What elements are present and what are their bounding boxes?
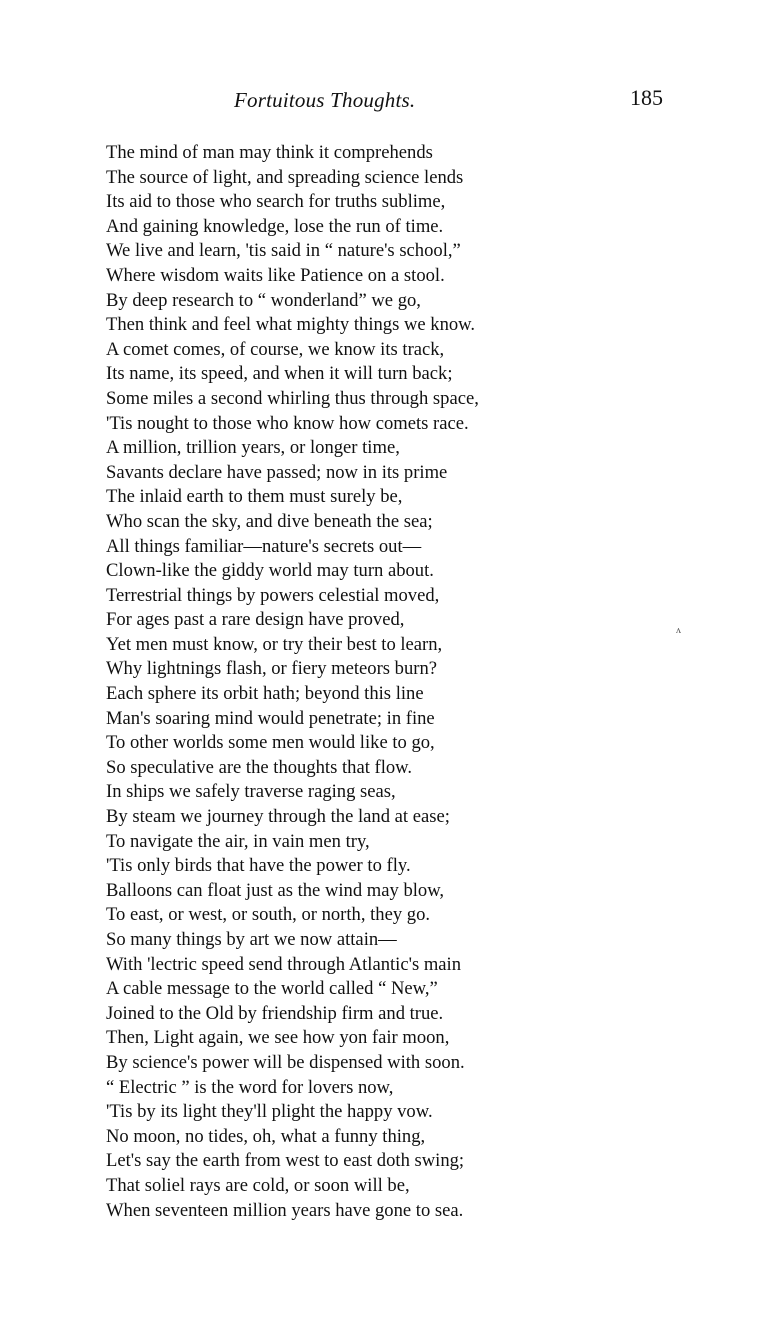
poem-line: To other worlds some men would like to go, — [106, 732, 435, 754]
poem-line: Yet men must know, or try their best to learn, — [106, 633, 443, 655]
poem-line: We live and learn, 'tis said in “ nature's school,” — [106, 240, 461, 262]
poem-line: Terrestrial things by powers celestial moved, — [106, 584, 440, 606]
poem-line: A million, trillion years, or longer time, — [106, 437, 400, 459]
poem-line: Why lightnings flash, or fiery meteors burn? — [106, 658, 437, 680]
poem-line: Joined to the Old by friendship firm and true. — [106, 1002, 444, 1024]
poem-line: Then think and feel what mighty things we know. — [106, 314, 476, 336]
poem-line: Its name, its speed, and when it will turn back; — [106, 363, 453, 385]
page-number: 185 — [630, 85, 663, 110]
poem-line: For ages past a rare design have proved, — [106, 609, 405, 631]
poem-line: The inlaid earth to them must surely be, — [106, 486, 403, 508]
poem-line: So many things by art we now attain— — [106, 929, 397, 950]
poem-line: By science's power will be dispensed with soon. — [106, 1051, 465, 1073]
poem-line: “ Electric ” is the word for lovers now, — [106, 1076, 394, 1098]
poem-line: To navigate the air, in vain men try, — [106, 830, 370, 852]
poem-line: Then, Light again, we see how yon fair moon, — [106, 1027, 450, 1049]
poem-line: The source of light, and spreading science lends — [106, 166, 464, 188]
poem-line: Some miles a second whirling thus through space, — [106, 387, 479, 409]
poem — [106, 141, 596, 1223]
poem-line: The mind of man may think it comprehends — [106, 142, 433, 163]
poem-line: With 'lectric speed send through Atlantic's main — [106, 953, 462, 975]
poem-line: 'Tis only birds that have the power to fly. — [106, 855, 411, 877]
poem-line: To east, or west, or south, or north, they go. — [106, 904, 431, 926]
poem-line: That soliel rays are cold, or soon will be, — [106, 1174, 410, 1196]
poem-line: So speculative are the thoughts that flow. — [106, 756, 413, 778]
poem-line: When seventeen million years have gone to sea. — [106, 1199, 464, 1221]
poem-line: 'Tis nought to those who know how comets race. — [106, 412, 469, 434]
poem-line: A comet comes, of course, we know its track, — [106, 338, 445, 360]
poem-line: By steam we journey through the land at ease; — [106, 806, 450, 828]
poem-line: By deep research to “ wonderland” we go, — [106, 289, 421, 311]
poem-line: Savants declare have passed; now in its prime — [106, 461, 448, 483]
poem-line: No moon, no tides, oh, what a funny thing, — [106, 1125, 426, 1147]
poem-line: 'Tis by its light they'll plight the happy vow. — [106, 1101, 433, 1123]
poem-line: Let's say the earth from west to east doth swing; — [106, 1150, 465, 1172]
poem-line: A cable message to the world called “ New,” — [106, 978, 438, 1000]
poem-line: Each sphere its orbit hath; beyond this line — [106, 683, 424, 705]
poem-line: In ships we safely traverse raging seas, — [106, 781, 396, 803]
poem-line: And gaining knowledge, lose the run of time. — [106, 215, 444, 237]
poem-line: All things familiar—nature's secrets out— — [106, 535, 422, 557]
poem-line: Man's soaring mind would penetrate; in fine — [106, 707, 435, 729]
poem-line: Its aid to those who search for truths sublime, — [106, 191, 446, 213]
poem-line: Who scan the sky, and dive beneath the sea; — [106, 510, 433, 532]
margin-ink-mark: ʌ — [676, 625, 681, 636]
running-title: Fortuitous Thoughts. — [234, 88, 416, 112]
poem-line: Clown-like the giddy world may turn about. — [106, 560, 434, 582]
poem-line: Balloons can float just as the wind may blow, — [106, 879, 445, 901]
running-header — [0, 85, 772, 118]
poem-line: Where wisdom waits like Patience on a stool. — [106, 264, 445, 286]
